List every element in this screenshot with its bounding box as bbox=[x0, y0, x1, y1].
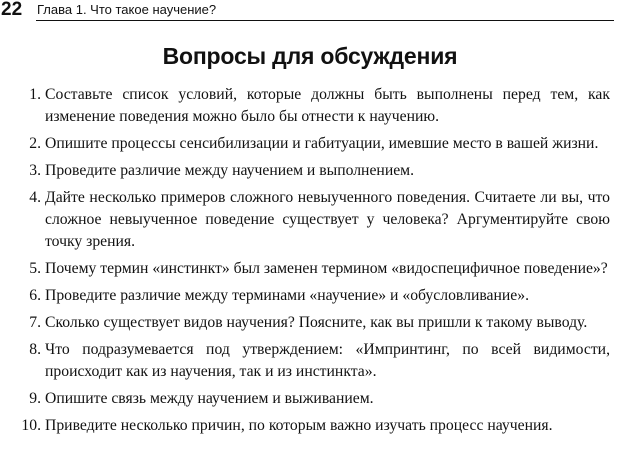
question-number: 5. bbox=[29, 260, 41, 277]
section-title: Вопросы для обсуждения bbox=[162, 43, 458, 69]
question-item bbox=[0, 187, 620, 253]
question-item bbox=[0, 258, 620, 280]
question-item bbox=[0, 312, 620, 334]
question-number: 7. bbox=[29, 314, 41, 331]
question-text: Приведите несколько причин, по которым важно изучать процесс научения. bbox=[45, 417, 553, 434]
page-number: 22 bbox=[1, 0, 23, 20]
question-text: Почему термин «инстинкт» был заменен термином «видоспецифичное поведение»? bbox=[45, 260, 608, 277]
question-number: 2. bbox=[29, 135, 41, 152]
question-text: Проведите различие между научением и выполнением. bbox=[45, 162, 415, 179]
header-rule bbox=[36, 20, 614, 21]
question-item bbox=[0, 133, 620, 155]
question-item bbox=[0, 160, 620, 182]
question-number: 6. bbox=[29, 287, 41, 304]
question-text: Дайте несколько примеров сложного невыученного поведения. Считаете ли вы, что сложное невыученное поведение существует у человека? Аргументируйте свою точку зрения. bbox=[45, 189, 610, 250]
question-item bbox=[0, 84, 620, 128]
question-list bbox=[0, 84, 620, 442]
question-item bbox=[0, 388, 620, 410]
question-text: Сколько существует видов научения? Поясните, как вы пришли к такому выводу. bbox=[45, 314, 588, 331]
question-item bbox=[0, 415, 620, 437]
question-text: Составьте список условий, которые должны быть выполнены перед тем, как изменение поведения можно было бы отнести к научению. bbox=[45, 86, 610, 125]
question-text: Проведите различие между терминами «научение» и «обусловливание». bbox=[45, 287, 530, 304]
question-item bbox=[0, 285, 620, 307]
question-text: Что подразумевается под утверждением: «Импринтинг, по всей видимости, происходит как из научения, так и из инстинкта». bbox=[45, 341, 610, 380]
question-number: 3. bbox=[29, 162, 41, 179]
question-number: 9. bbox=[29, 390, 41, 407]
running-head: Глава 1. Что такое научение? bbox=[37, 2, 217, 17]
question-item bbox=[0, 339, 620, 383]
question-text: Опишите связь между научением и выживанием. bbox=[45, 390, 374, 407]
question-number: 4. bbox=[29, 189, 41, 206]
question-number: 10. bbox=[21, 417, 41, 434]
question-number: 8. bbox=[29, 341, 41, 358]
question-number: 1. bbox=[29, 86, 41, 103]
page-header bbox=[0, 0, 616, 22]
question-text: Опишите процессы сенсибилизации и габитуации, имевшие место в вашей жизни. bbox=[45, 135, 599, 152]
